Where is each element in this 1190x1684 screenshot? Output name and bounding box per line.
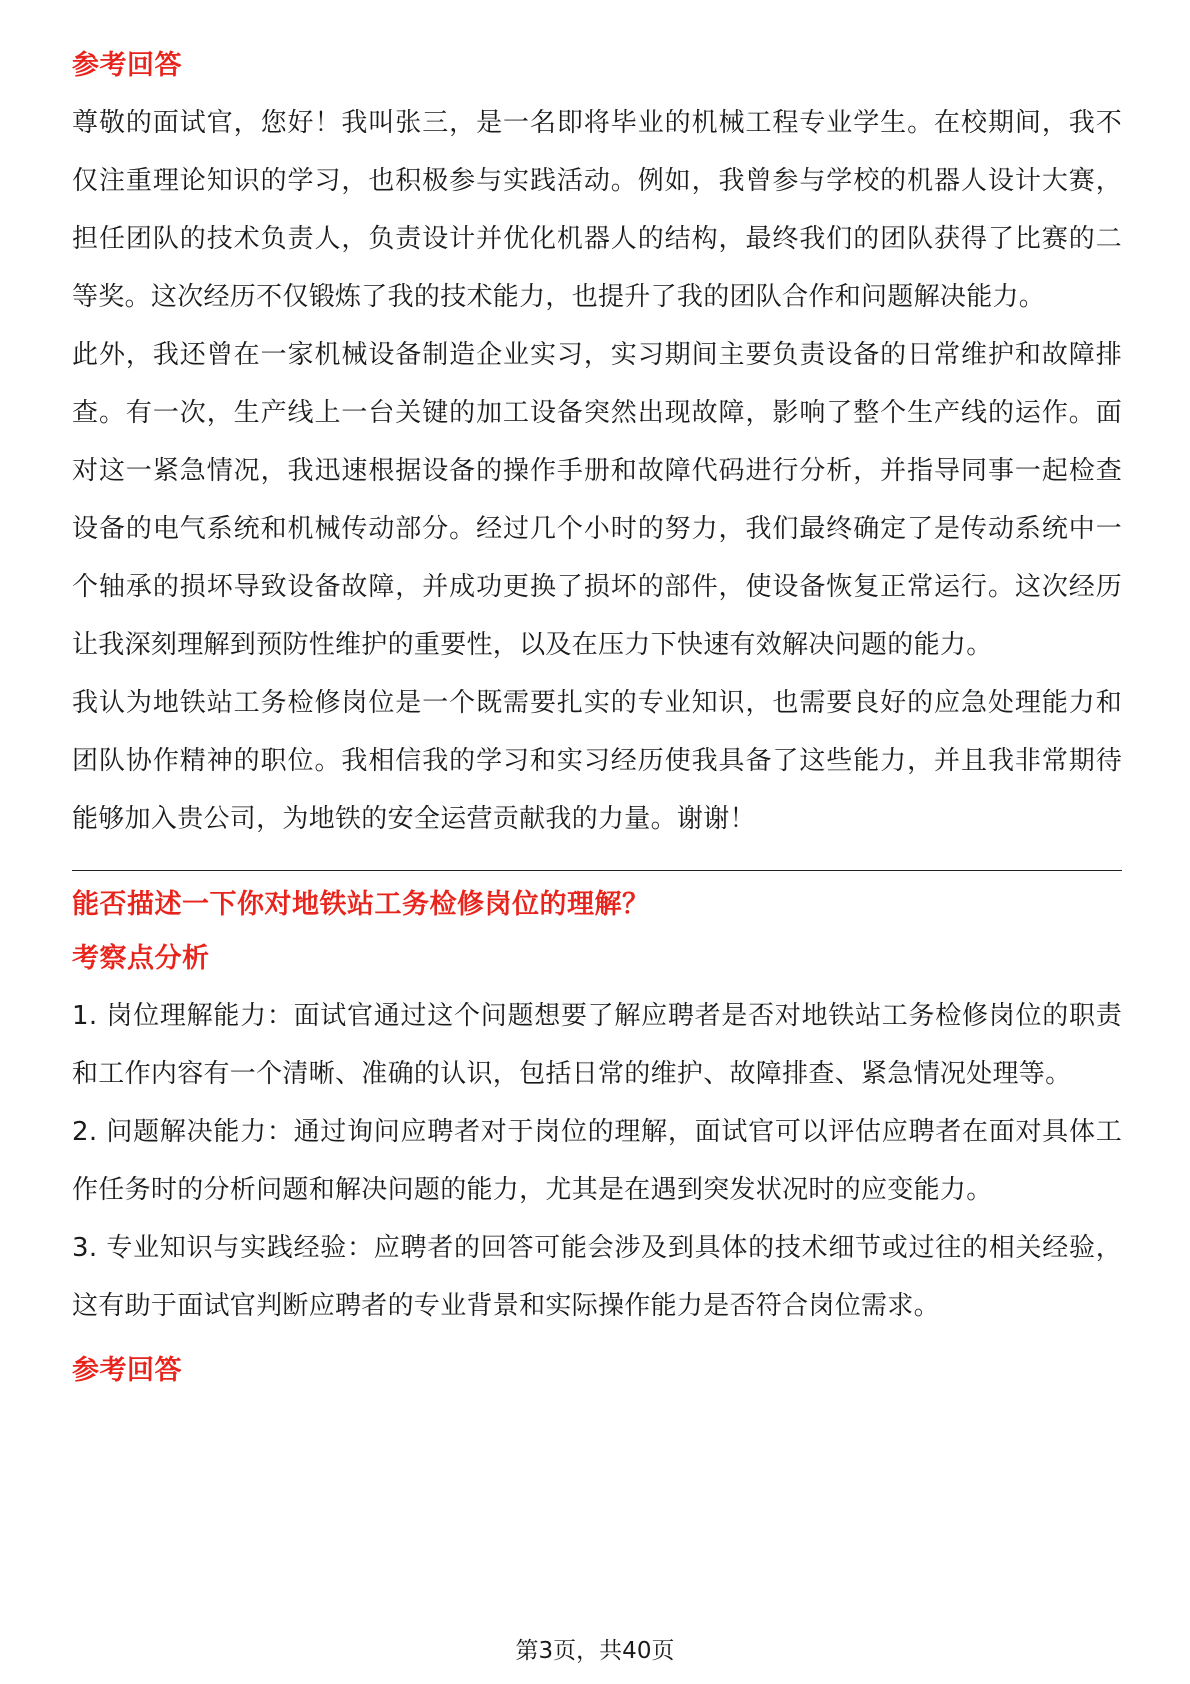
question-heading: 能否描述一下你对地铁站工务检修岗位的理解？ xyxy=(72,889,650,920)
analysis-point: 3. 专业知识与实践经验：应聘者的回答可能会涉及到具体的技术细节或过往的相关经验，这有助于面试官判断应聘者的专业背景和实际操作能力是否符合岗位需求。 xyxy=(72,1233,1122,1321)
page-footer: 第3页，共40页 xyxy=(515,1638,675,1664)
analysis-heading: 考察点分析 xyxy=(72,943,210,974)
document-page xyxy=(72,46,1122,1391)
section-divider xyxy=(72,870,1122,871)
answer-paragraph: 我认为地铁站工务检修岗位是一个既需要扎实的专业知识，也需要良好的应急处理能力和团队协作精神的职位。我相信我的学习和实习经历使我具备了这些能力，并且我非常期待能够加入贵公司，为地铁的安全运营贡献我的力量。谢谢！ xyxy=(72,688,1122,834)
analysis-point: 1. 岗位理解能力：面试官通过这个问题想要了解应聘者是否对地铁站工务检修岗位的职责和工作内容有一个清晰、准确的认识，包括日常的维护、故障排查、紧急情况处理等。 xyxy=(72,1001,1122,1089)
answer-paragraph: 尊敬的面试官，您好！我叫张三，是一名即将毕业的机械工程专业学生。在校期间，我不仅注重理论知识的学习，也积极参与实践活动。例如，我曾参与学校的机器人设计大赛，担任团队的技术负责人，负责设计并优化机器人的结构，最终我们的团队获得了比赛的二等奖。这次经历不仅锻炼了我的技术能力，也提升了我的团队合作和问题解决能力。 xyxy=(72,108,1122,312)
answer-paragraph: 此外，我还曾在一家机械设备制造企业实习，实习期间主要负责设备的日常维护和故障排查。有一次，生产线上一台关键的加工设备突然出现故障，影响了整个生产线的运作。面对这一紧急情况，我迅速根据设备的操作手册和故障代码进行分析，并指导同事一起检查设备的电气系统和机械传动部分。经过几个小时的努力，我们最终确定了是传动系统中一个轴承的损坏导致设备故障，并成功更换了损坏的部件，使设备恢复正常运行。这次经历让我深刻理解到预防性维护的重要性，以及在压力下快速有效解决问题的能力。 xyxy=(72,340,1122,660)
analysis-point: 2. 问题解决能力：通过询问应聘者对于岗位的理解，面试官可以评估应聘者在面对具体工作任务时的分析问题和解决问题的能力，尤其是在遇到突发状况时的应变能力。 xyxy=(72,1117,1122,1205)
answer-heading: 参考回答 xyxy=(72,1355,182,1386)
answer-heading: 参考回答 xyxy=(72,50,182,81)
